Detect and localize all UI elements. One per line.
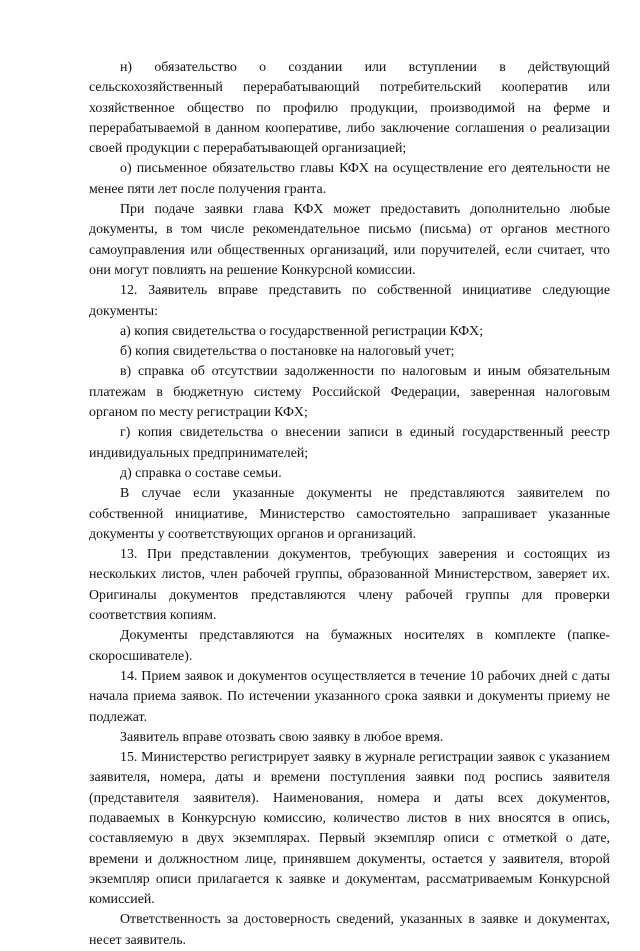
paragraph-item-b: б) копия свидетельства о постановке на налоговый учет; [120,344,455,360]
paragraph-clause-14: 14. Прием заявок и документов осуществляется в течение 10 рабочих дней с даты начала приема заявок. По истечении указанного срока заявки и документы приему не подлежат. [89,668,610,725]
paragraph-responsibility: Ответственность за достоверность сведений, указанных в заявке и документах, несет заявитель. [89,912,610,948]
paragraph-item-d: д) справка о составе семьи. [120,465,282,481]
paragraph-clause-12: 12. Заявитель вправе представить по собственной инициативе следующие документы: [89,283,610,319]
paragraph-ministry-requests: В случае если указанные документы не представляются заявителем по собственной инициативе, Министерство самостоятельно запрашивает указанные документы у соответствующих органов и организаций. [89,486,610,542]
paragraph-additional-documents: При подаче заявки глава КФХ может предоставить дополнительно любые документы, в том числе рекомендательное письмо (письма) от органов местного самоуправления или общественных организаций, или поручителей, если считает, что они могут повлиять на решение Конкурсной комиссии. [89,202,610,278]
paragraph-item-o: о) письменное обязательство главы КФХ на осуществление его деятельности не менее пяти лет после получения гранта. [89,161,610,197]
paragraph-withdraw: Заявитель вправе отозвать свою заявку в любое время. [120,729,444,745]
paragraph-item-g: г) копия свидетельства о внесении записи в единый государственный реестр индивидуальных предпринимателей; [89,425,610,461]
paragraph-item-a: а) копия свидетельства о государственной регистрации КФХ; [120,323,484,339]
paragraph-clause-15: 15. Министерство регистрирует заявку в журнале регистрации заявок с указанием заявителя, номера, даты и времени поступления заявки под роспись заявителя (представителя заявителя). Наименования, номера и даты всех документов, подаваемых в Конкурсную комиссию, количество листов в них вносятся в опись, составляемую в двух экземплярах. Первый экземпляр описи с отметкой о дате, времени и должностном лице, принявшем документы, остается у заявителя, второй экземпляр описи прилагается к заявке и документам, рассматриваемым Конкурсной комиссией. [89,750,610,908]
paragraph-item-n: н) обязательство о создании или вступлении в действующий сельскохозяйственный перерабатывающий потребительский кооператив или хозяйственное общество по профилю продукции, производимой на ферме и перерабатываемой в данном кооперативе, либо заключение соглашения о реализации своей продукции с перерабатывающей организацией; [89,60,610,157]
paragraph-paper-format: Документы представляются на бумажных носителях в комплекте (папке-скоросшивателе). [89,628,610,664]
paragraph-clause-13: 13. При представлении документов, требующих заверения и состоящих из нескольких листов, член рабочей группы, образованной Министерством, заверяет их. Оригиналы документов представляются члену рабочей группы для проверки соответствия копиям. [89,547,610,624]
paragraph-item-v: в) справка об отсутствии задолженности по налоговым и иным обязательным платежам в бюджетную систему Российской Федерации, заверенная налоговым органом по месту регистрации КФХ; [89,364,610,421]
